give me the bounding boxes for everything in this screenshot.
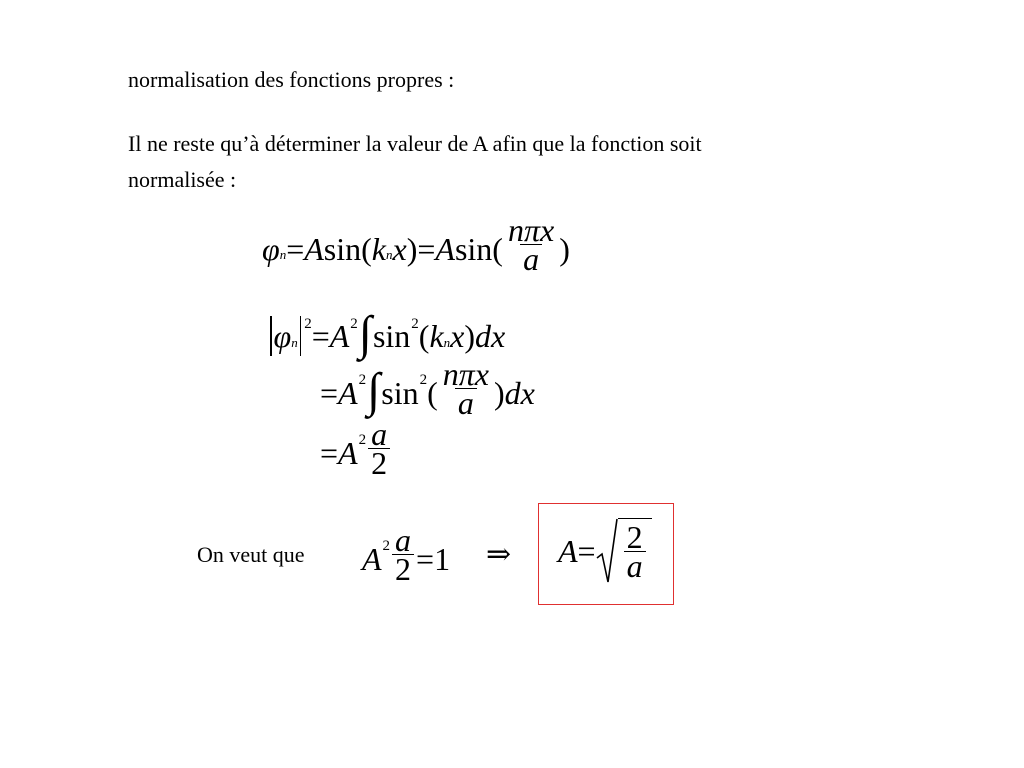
close-paren: )	[559, 230, 570, 267]
radical-sign-icon	[596, 518, 618, 584]
fraction-denominator: 2	[368, 448, 390, 477]
amplitude-a: A	[362, 540, 382, 577]
abs-bar-left	[270, 316, 272, 356]
subscript-n: n	[291, 334, 298, 350]
close-paren: )	[493, 374, 505, 411]
integral-sign: ∫	[358, 307, 372, 360]
fraction	[368, 416, 390, 481]
condition-label: On veut que	[197, 542, 305, 567]
intro-line-2: normalisée :	[128, 167, 237, 192]
fraction-numerator: nπx	[507, 212, 555, 248]
amplitude-a: A	[558, 533, 578, 569]
norm-equation-line-1	[268, 307, 506, 360]
exponent-2: 2	[411, 315, 419, 332]
sin-function: sin	[454, 230, 493, 267]
exponent-2: 2	[358, 372, 367, 388]
equals-sign: =	[417, 230, 436, 267]
intro-line-1: Il ne reste qu’à déterminer la valeur de A afin que la fonction soit	[128, 131, 702, 156]
abs-bar-right	[300, 316, 302, 356]
exponent-2: 2	[350, 315, 358, 332]
one-value: 1	[434, 540, 451, 577]
sin-function: sin	[381, 374, 419, 411]
k-symbol: k	[429, 318, 444, 354]
open-paren: (	[361, 230, 372, 267]
fraction-numerator: a	[371, 416, 388, 452]
fraction-numerator: nπx	[442, 356, 489, 392]
amplitude-a: A	[329, 318, 350, 354]
exponent-2: 2	[419, 372, 428, 388]
implies-arrow-icon: ⇒	[486, 538, 512, 571]
phi-symbol: φ	[273, 318, 292, 354]
exponent-2: 2	[358, 432, 367, 448]
open-paren: (	[427, 374, 438, 411]
exponent-2: 2	[304, 315, 312, 332]
fraction-denominator: a	[455, 388, 477, 417]
integral-sign: ∫	[367, 363, 381, 417]
close-paren: )	[464, 318, 476, 354]
section-title: normalisation des fonctions propres :	[128, 67, 455, 92]
amplitude-a: A	[435, 230, 455, 267]
condition-equation	[362, 522, 451, 587]
differential-dx: dx	[504, 374, 535, 411]
sin-function: sin	[323, 230, 362, 267]
fraction-numerator: a	[395, 522, 412, 558]
phi-symbol: φ	[262, 230, 280, 267]
open-paren: (	[418, 318, 430, 354]
equals-sign: =	[311, 318, 330, 354]
square-root	[596, 518, 652, 584]
amplitude-a: A	[304, 230, 324, 267]
exponent-2: 2	[382, 538, 391, 554]
fraction-denominator: a	[624, 551, 646, 580]
fraction	[505, 212, 557, 277]
norm-equation-line-2	[320, 356, 535, 421]
equals-sign: =	[577, 533, 596, 569]
subscript-n: n	[443, 334, 451, 350]
amplitude-a: A	[338, 434, 358, 471]
close-paren: )	[406, 230, 418, 267]
fraction	[392, 522, 414, 587]
subscript-n: n	[386, 247, 393, 262]
sin-function: sin	[372, 318, 411, 354]
norm-equation-line-3	[320, 416, 392, 481]
fraction	[624, 519, 646, 584]
k-symbol: k	[371, 230, 386, 267]
radicand	[618, 518, 652, 584]
x-variable: x	[450, 318, 465, 354]
subscript-n: n	[279, 247, 287, 262]
equals-sign: =	[416, 540, 435, 577]
fraction-denominator: a	[520, 244, 542, 273]
equals-sign: =	[286, 230, 305, 267]
fraction-denominator: 2	[392, 554, 414, 583]
result-equation	[558, 518, 652, 584]
differential-dx: dx	[475, 318, 506, 354]
wavefunction-equation	[262, 212, 570, 277]
fraction	[440, 356, 492, 421]
open-paren: (	[492, 230, 503, 267]
fraction-numerator: 2	[626, 519, 643, 555]
x-variable: x	[392, 230, 407, 267]
equals-sign: =	[320, 374, 339, 411]
amplitude-a: A	[338, 374, 358, 411]
equals-sign: =	[320, 434, 339, 471]
